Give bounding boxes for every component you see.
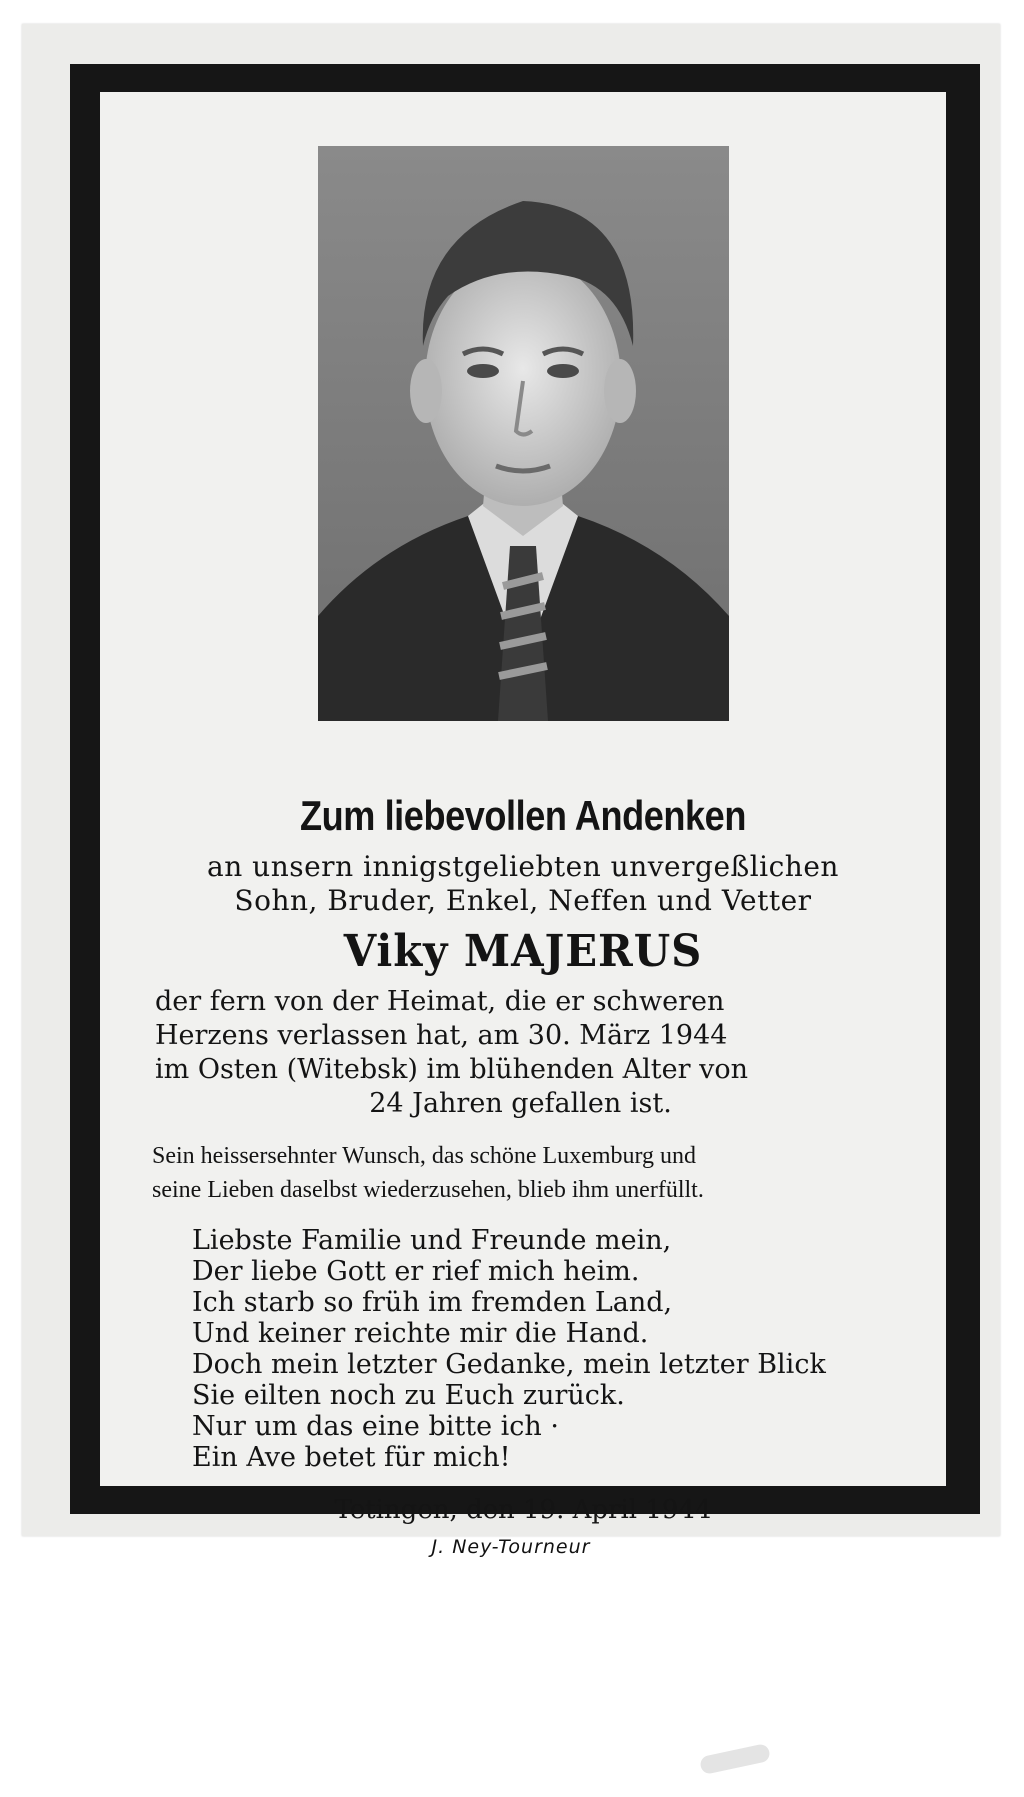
poem-line: Doch mein letzter Gedanke, mein letzter Blick — [192, 1349, 826, 1380]
place-date: Tetingen, den 19. April 1944 — [334, 1495, 712, 1525]
poem-line: Liebste Familie und Freunde mein, — [192, 1225, 672, 1256]
death-line: Herzens verlassen hat, am 30. März 1944 — [155, 1020, 728, 1051]
intro-line: an unsern innigstgeliebten unvergeßlichen — [207, 850, 839, 883]
memorial-card — [22, 24, 1000, 1558]
poem-line: Und keiner reichte mir die Hand. — [192, 1318, 649, 1349]
poem-line: Ich starb so früh im fremden Land, — [192, 1287, 673, 1318]
intro-line: Sohn, Bruder, Enkel, Neffen und Vetter — [234, 884, 812, 917]
death-line: 24 Jahren gefallen ist. — [369, 1088, 672, 1119]
paper-smudge — [699, 1743, 771, 1775]
wish-line: seine Lieben daselbst wiederzusehen, blieb ihm unerfüllt. — [152, 1177, 704, 1203]
printer-credit: J. Ney-Tourneur — [431, 1536, 591, 1558]
death-notice — [155, 985, 886, 1121]
poem — [192, 1225, 946, 1473]
intro-text — [100, 850, 946, 918]
poem-line: Der liebe Gott er rief mich heim. — [192, 1256, 640, 1287]
wish-line: Sein heissersehnter Wunsch, das schöne Luxemburg und — [152, 1143, 697, 1169]
black-mourning-border — [70, 64, 980, 1525]
poem-line: Nur um das eine bitte ich · — [192, 1411, 559, 1442]
portrait-image — [318, 146, 729, 721]
poem-line: Ein Ave betet für mich! — [192, 1442, 511, 1473]
deceased-name: Viky MAJERUS — [343, 926, 703, 977]
portrait-photo — [318, 146, 729, 721]
card-heading: Zum liebevollen Andenken — [300, 792, 746, 839]
death-line: der fern von der Heimat, die er schweren — [155, 986, 725, 1017]
wish-text — [152, 1139, 906, 1207]
death-line: im Osten (Witebsk) im blühenden Alter von — [155, 1054, 748, 1085]
poem-line: Sie eilten noch zu Euch zurück. — [192, 1380, 625, 1411]
memorial-text — [100, 792, 946, 1525]
